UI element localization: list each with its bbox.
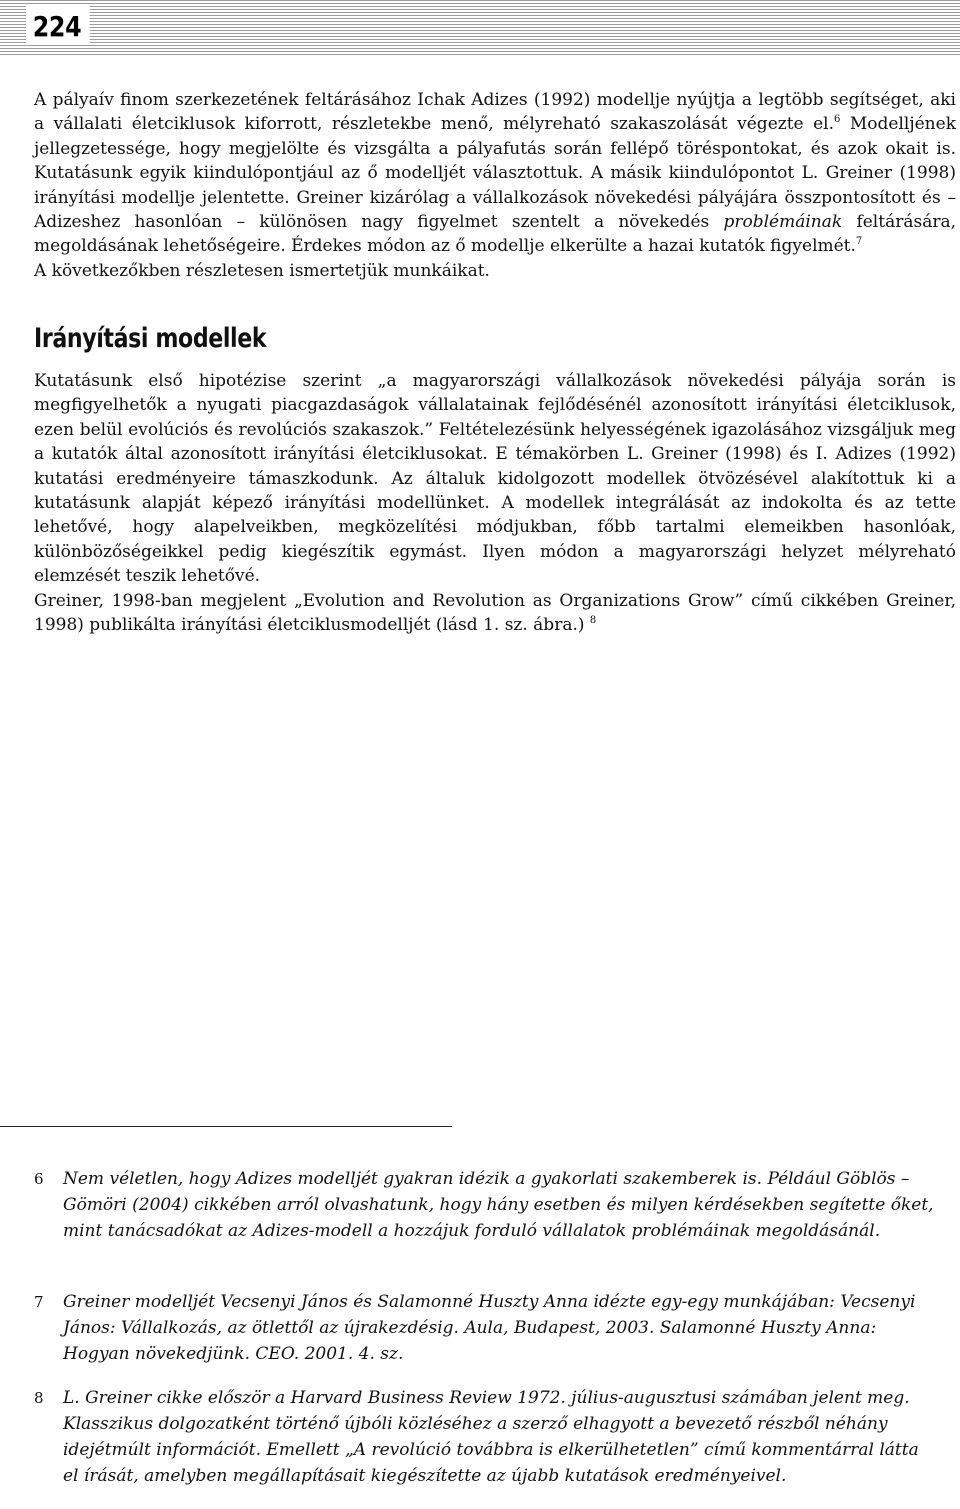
footnote-number: 6 bbox=[34, 1170, 44, 1188]
footnote-8 bbox=[34, 1385, 934, 1489]
section-paragraph-2-text: Greiner, 1998-ban megjelent „Evolution and Revolution as Organizations Grow” című cikkében Greiner, 1998) publikálta irányítási életciklusmodelljét (lásd 1. sz. ábra.) bbox=[34, 590, 956, 636]
intro-text-b: Modelljének jellegzetessége, hogy megjelölte és vizsgálta a pályafutás során fellépő töréspontokat, és azok okait is. Kutatásunk egyik kiindulópontjául az ő modelljét választottuk. A másik kiindulópontot L. Greiner (1998) irányítási modellje jelentette. Greiner kizárólag a vállalkozások növekedési pályájára összpontosított és – Adizeshez hasonlóan – különösen nagy figyelmet szentelt a növekedés bbox=[34, 114, 956, 233]
intro-text-a: A pályaív finom szerkezetének feltárásához Ichak Adizes (1992) modellje nyújtja a legtöbb segítséget, aki a vállalati életciklusok kiforrott, részletekbe menő, mélyreható szakaszolását végezte el. bbox=[34, 90, 956, 135]
footnote-divider bbox=[0, 1126, 452, 1127]
intro-emphasis: problémáinak bbox=[723, 212, 843, 233]
footnote-text: Greiner modelljét Vecsenyi János és Salamonné Huszty Anna idézte egy-egy munkájában: Vecsenyi János: Vállalkozás, az ötlettől az újrakezdésig. Aula, Budapest, 2003. Salamonné Huszty Anna: Hogyan növekedjünk. CEO. 2001. 4. sz. bbox=[63, 1292, 916, 1364]
section-paragraph-2 bbox=[34, 589, 956, 638]
intro-paragraph bbox=[34, 88, 956, 259]
page-number: 224 bbox=[26, 6, 90, 45]
footnote-text: L. Greiner cikke először a Harvard Business Review 1972. július-augusztusi számában jelent meg. Klasszikus dolgozatként történő újbóli közléséhez a szerző elhagyott a bevezető részből néhány idejétmúlt információt. Emellett „A revolúció továbbra is elkerülhetetlen” című kommentárral látta el írását, amelyben megállapításait kiegészítette az újabb kutatások eredményeivel. bbox=[63, 1388, 919, 1486]
intro-paragraph-2: A következőkben részletesen ismertetjük munkáikat. bbox=[34, 260, 490, 281]
footnote-number: 7 bbox=[34, 1293, 44, 1311]
footnote-6 bbox=[34, 1166, 934, 1244]
section-text bbox=[34, 369, 956, 637]
footnote-7 bbox=[34, 1289, 934, 1367]
section-paragraph-1: Kutatásunk első hipotézise szerint „a magyarországi vállalkozások növekedési pályája során is megfigyelhetők a nyugati piacgazdaságok vállalatainak fejlődésénél azonosított irányítási életciklusok, ezen belül evolúciós és revolúciós szakaszok.” Feltételezésünk helyességének igazolásához vizsgáljuk meg a kutatók által azonosított irányítási életciklusokat. E témakörben L. Greiner (1998) és I. Adizes (1992) kutatási eredményeire támaszkodunk. Az általuk kidolgozott modellek ötvözésével alakítottuk ki a kutatásunk alapját képező irányítási modellünket. A modellek integrálását az indokolta és az tette lehetővé, hogy alapelveikben, megközelítési módjukban, főbb tartalmi elemeikben hasonlóak, különbözőségeikkel pedig kiegészítik egymást. Ilyen módon a magyarországi helyzet mélyreható elemzését teszik lehetővé. bbox=[34, 371, 956, 587]
header-band bbox=[0, 0, 960, 56]
intro-text-c: feltárására, megoldásának lehetőségeire. Érdekes módon az ő modellje elkerülte a hazai kutatók figyelmét. bbox=[34, 212, 956, 257]
footnote-text: Nem véletlen, hogy Adizes modelljét gyakran idézik a gyakorlati szakemberek is. Például Göblös – Gömöri (2004) cikkében arról olvashatunk, hogy hány esetben és milyen kérdésekben segítette őket, mint tanácsadókat az Adizes-modell a hozzájuk forduló vállalatok problémáinak megoldásánál. bbox=[63, 1169, 934, 1241]
footnote-ref-7[interactable]: 7 bbox=[855, 236, 863, 248]
section-title: Irányítási modellek bbox=[34, 323, 267, 354]
footnote-ref-6[interactable]: 6 bbox=[834, 114, 841, 126]
footnote-ref-8[interactable]: 8 bbox=[589, 615, 597, 627]
footnote-number: 8 bbox=[34, 1389, 44, 1407]
intro-text bbox=[34, 88, 956, 283]
